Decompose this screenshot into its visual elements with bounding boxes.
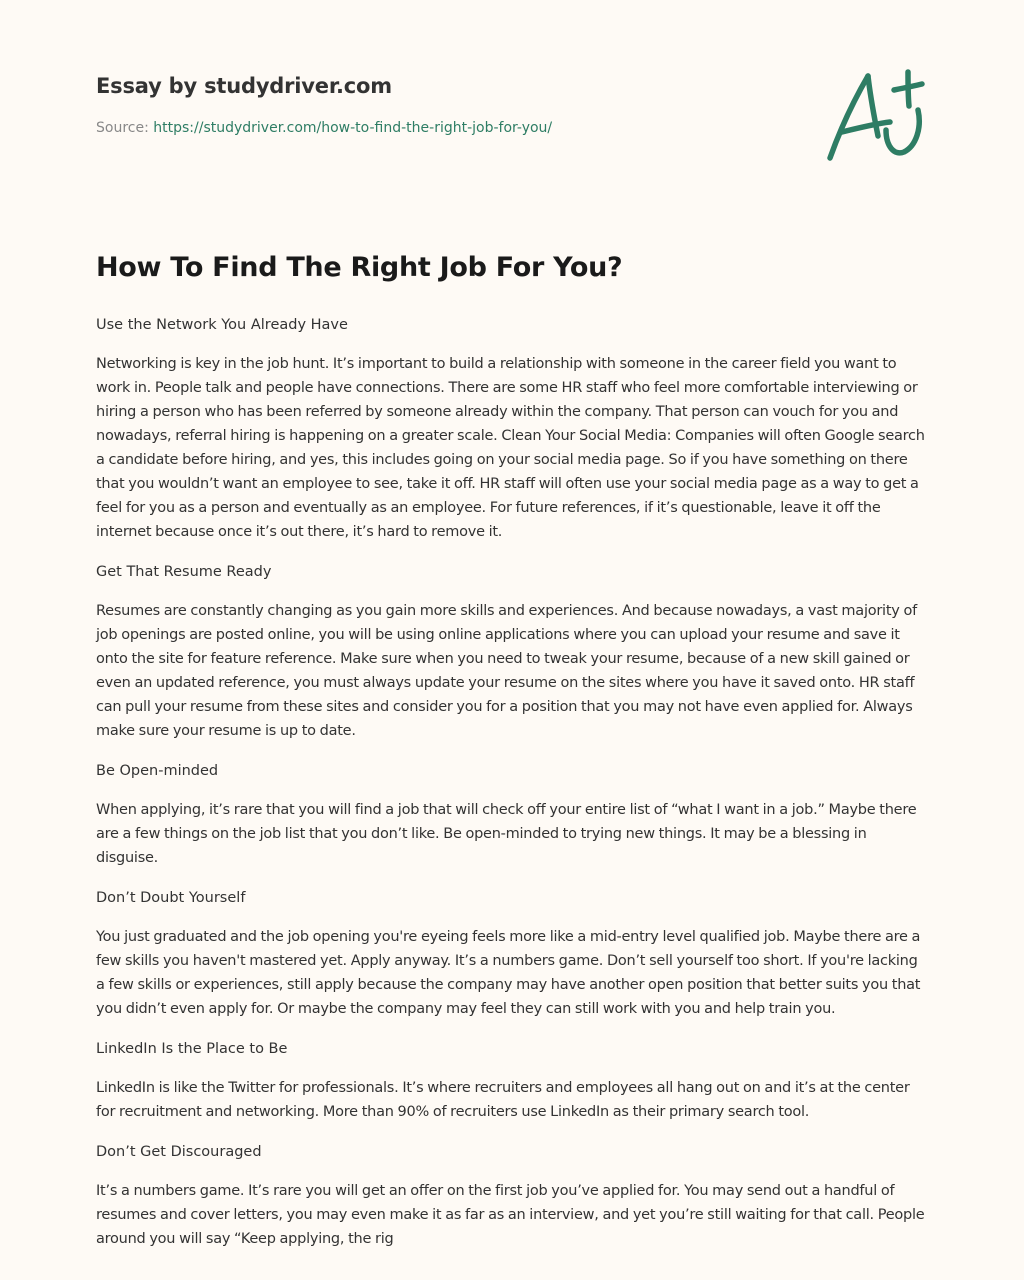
essay-section — [96, 759, 926, 870]
section-heading: Get That Resume Ready — [96, 564, 272, 580]
essay-section — [96, 313, 926, 544]
essay-section — [96, 1140, 926, 1251]
section-body: When applying, it’s rare that you will find a job that will check off your entire list of “what I want in a job.” Maybe there are a few things on the job list that you don’t like. Be open-minded to trying new things. It may be a blessing in disguise. — [96, 802, 917, 866]
site-title: Essay by studydriver.com — [96, 74, 392, 98]
section-body: Networking is key in the job hunt. It’s important to build a relationship with someone in the career field you want to work in. People talk and people have connections. There are some HR staff who feel more comfortable interviewing or hiring a person who has been referred by someone already within the company. That person can vouch for you and nowadays, referral hiring is happening on a greater scale. Clean Your Social Media: Companies will often Google search a candidate before hiring, and yes, this includes going on your social media page. So if you have something on there that you wouldn’t want an employee to see, take it off. HR staff will often use your social media page as a way to get a feel for you as a person and eventually as an employee. For future references, if it’s questionable, leave it off the internet because once it’s out there, it’s hard to remove it. — [96, 356, 925, 540]
section-body: Resumes are constantly changing as you gain more skills and experiences. And because nowadays, a vast majority of job openings are posted online, you will be using online applications where you can upload your resume and save it onto the site for feature reference. Make sure when you need to tweak your resume, because of a new skill gained or even an updated reference, you must always update your resume on the sites where you have it saved onto. HR staff can pull your resume from these sites and consider you for a position that you may not have even applied for. Always make sure your resume is up to date. — [96, 603, 917, 739]
page-header — [96, 74, 796, 136]
section-heading: Be Open-minded — [96, 763, 219, 779]
section-body: It’s a numbers game. It’s rare you will get an offer on the first job you’ve applied for. You may send out a handful of resumes and cover letters, you may even make it as far as an interview, and yet you’re still waiting for that call. People around you will say “Keep applying, the rig — [96, 1183, 925, 1247]
essay-section — [96, 886, 926, 1021]
section-heading: Use the Network You Already Have — [96, 317, 348, 333]
essay-section — [96, 1037, 926, 1124]
source-link[interactable]: https://studydriver.com/how-to-find-the-right-job-for-you/ — [153, 120, 553, 136]
source-label: Source: — [96, 120, 154, 136]
section-heading: LinkedIn Is the Place to Be — [96, 1041, 288, 1057]
section-heading: Don’t Get Discouraged — [96, 1144, 262, 1160]
section-body: You just graduated and the job opening you're eyeing feels more like a mid-entry level qualified job. Maybe there are a few skills you haven't mastered yet. Apply anyway. It’s a numbers game. Don’t sell yourself too short. If you're lacking a few skills or experiences, still apply because the company may have another open position that better suits you that you didn’t even apply for. Or maybe the company may feel they can still work with you and help train you. — [96, 929, 921, 1017]
section-heading: Don’t Doubt Yourself — [96, 890, 246, 906]
essay-content — [96, 252, 926, 1267]
a-plus-grade-icon — [818, 64, 930, 168]
essay-title: How To Find The Right Job For You? — [96, 252, 623, 283]
section-body: LinkedIn is like the Twitter for professionals. It’s where recruiters and employees all hang out on and it’s at the center for recruitment and networking. More than 90% of recruiters use LinkedIn as their primary search tool. — [96, 1080, 910, 1120]
essay-section — [96, 560, 926, 743]
source-line — [96, 120, 796, 136]
